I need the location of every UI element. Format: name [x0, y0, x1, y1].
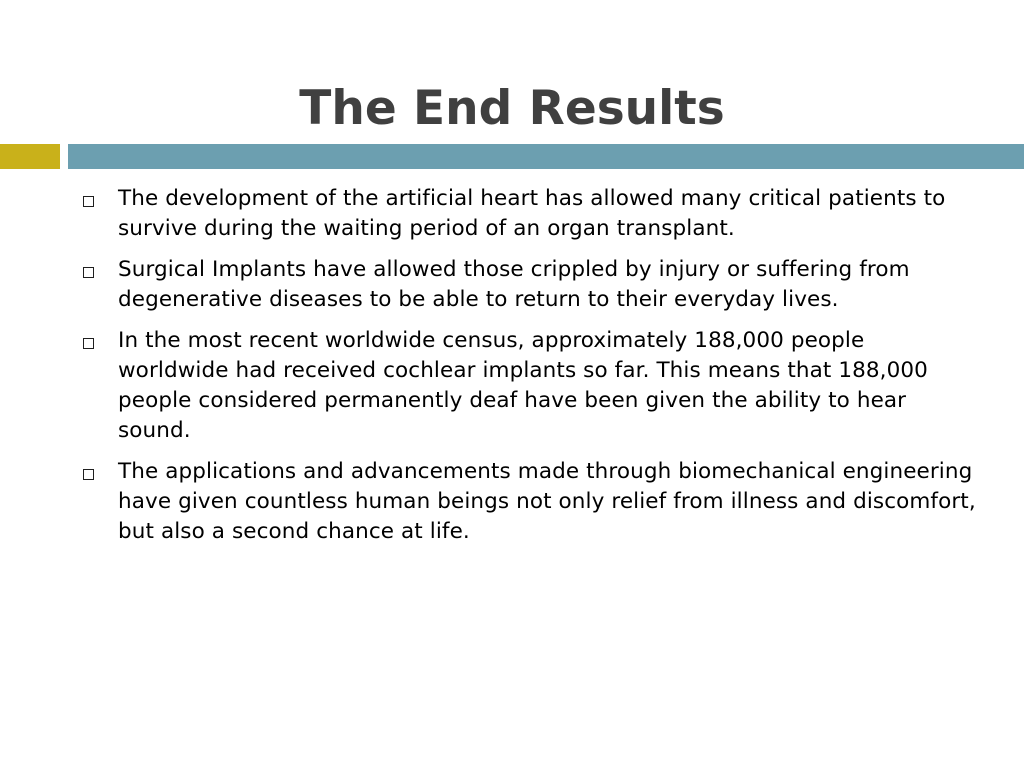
- bullet-item: [80, 457, 980, 547]
- bullet-item: [80, 184, 980, 244]
- square-bullet-icon: [83, 196, 94, 207]
- bullet-text: The development of the artificial heart has allowed many critical patients to survive during the waiting period of an organ transplant.: [118, 186, 946, 241]
- square-bullet-icon: [83, 338, 94, 349]
- square-bullet-icon: [83, 469, 94, 480]
- title-accent-bar-gold: [0, 144, 60, 169]
- bullet-item: [80, 255, 980, 315]
- bullet-text: In the most recent worldwide census, approximately 188,000 people worldwide had received cochlear implants so far. This means that 188,000 people considered permanently deaf have been given the ability to hear sound.: [118, 328, 928, 443]
- bullet-text: The applications and advancements made through biomechanical engineering have given countless human beings not only relief from illness and discomfort, but also a second chance at life.: [118, 459, 976, 544]
- title-accent-bar-blue: [68, 144, 1024, 169]
- bullet-item: [80, 326, 980, 446]
- bullet-text: Surgical Implants have allowed those crippled by injury or suffering from degenerative diseases to be able to return to their everyday lives.: [118, 257, 910, 312]
- bullet-list: [80, 184, 980, 558]
- slide-title: The End Results: [299, 81, 725, 137]
- square-bullet-icon: [83, 267, 94, 278]
